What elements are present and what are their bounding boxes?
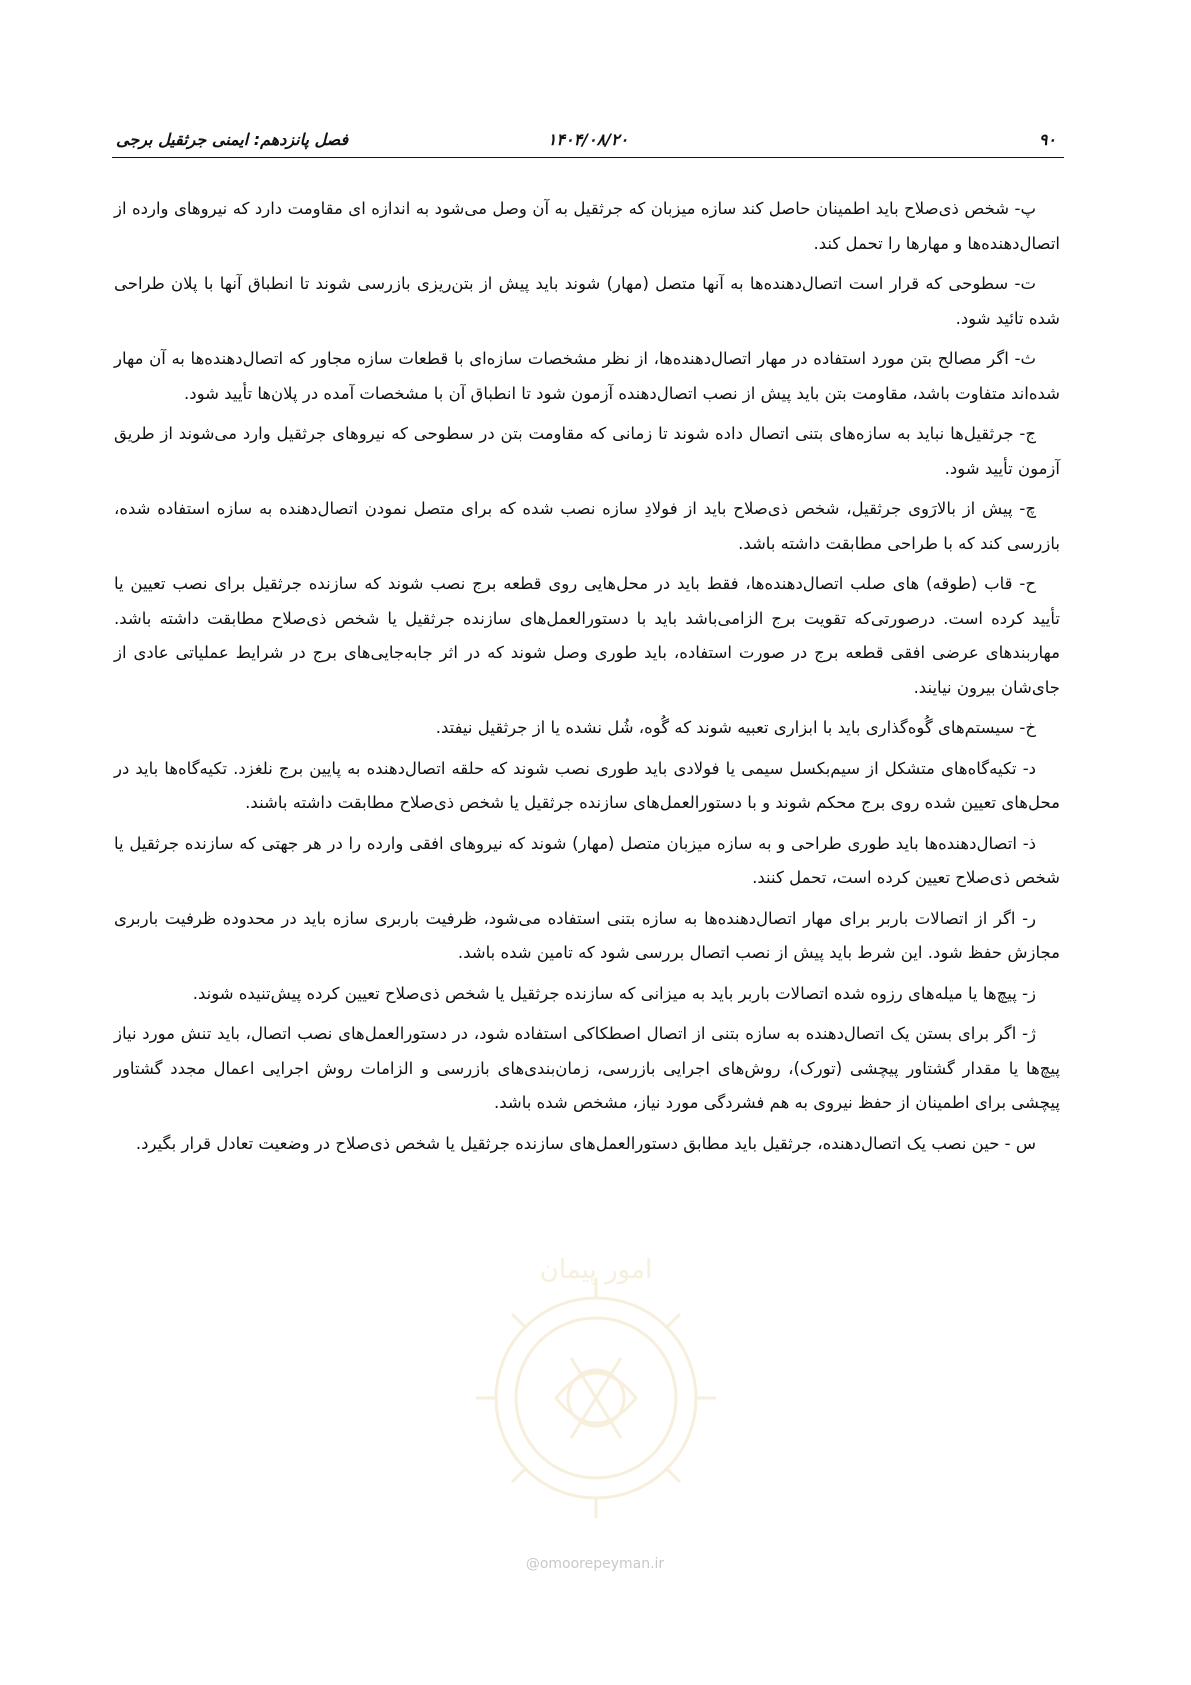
header-divider	[112, 157, 1064, 158]
header-date: ۱۴۰۴/۰۸/۲۰	[547, 130, 629, 149]
watermark-url: @omoorepeyman.ir	[525, 1556, 665, 1572]
paragraph: چ- پیش از بالارَوی جرثقیل، شخص ذی‌صلاح باید از فولادِ سازه نصب شده که برای متصل نمودن اتصال‌دهنده به سازه استفاده شده، بازرسی کند که با طراحی مطابقت داشته باشد.	[114, 499, 1060, 553]
paragraph: ث- اگر مصالح بتن مورد استفاده در مهار اتصال‌دهنده‌ها، از نظر مشخصات سازه‌ای با قطعات سازه مجاور که اتصال‌دهنده‌ها به آن مهار شده‌اند متفاوت باشد، مقاومت بتن باید پیش از نصب اتصال‌دهنده آزمون شود تا انطباق آن با مشخصات آمده در پلان‌ها تأیید شود.	[114, 349, 1060, 403]
paragraph: د- تکیه‌گاه‌های متشکل از سیم‌بکسل سیمی یا فولادی باید طوری نصب شوند که حلقه اتصال‌دهنده به پایین برج نلغزد. تکیه‌گاه‌ها باید در محل‌های تعیین شده روی برج محکم شوند و با دستورالعمل‌های سازنده جرثقیل یا شخص ذی‌صلاح مطابقت داشته باشند.	[114, 758, 1060, 812]
watermark-logo-icon	[476, 1238, 716, 1558]
chapter-title: فصل پانزدهم: ایمنی جرثقیل برجی	[116, 130, 349, 149]
paragraph: س - حین نصب یک اتصال‌دهنده، جرثقیل باید مطابق دستورالعمل‌های سازنده جرثقیل یا شخص ذی‌صلاح در وضعیت تعادل قرار بگیرد.	[135, 1133, 1036, 1153]
document-body	[114, 192, 1060, 1167]
paragraph: پ- شخص ذی‌صلاح باید اطمینان حاصل کند سازه میزبان که جرثقیل به آن وصل می‌شود به اندازه ای مقاومت دارد که نیروهای وارده از اتصال‌دهنده‌ها و مهارها را تحمل کند.	[114, 199, 1060, 253]
paragraph: ت- سطوحی که قرار است اتصال‌دهنده‌ها به آنها متصل (مهار) شوند باید پیش از بتن‌ریزی بازرسی شوند تا انطباق آنها با پلان طراحی شده تائید شود.	[114, 274, 1060, 328]
paragraph: ج- جرثقیل‌ها نباید به سازه‌های بتنی اتصال داده شوند تا زمانی که مقاومت بتن در سطوحی که نیروهای جرثقیل وارد می‌شوند از طریق آزمون تأیید شود.	[114, 424, 1060, 478]
paragraph: خ- سیستم‌های گُوه‌گذاری باید با ابزاری تعبیه شوند که گُوه، شُل نشده یا از جرثقیل نیفتد.	[435, 718, 1036, 737]
paragraph: ح- قاب (طوقه) های صلب اتصال‌دهنده‌ها، فقط باید در محل‌هایی روی قطعه برج نصب شوند که سازنده جرثقیل برای نصب تعیین یا تأیید کرده است. درصورتی‌که تقویت برج الزامی‌باشد باید با دستورالعمل‌های سازنده جرثقیل یا شخص ذی‌صلاح مطابقت داشته باشد. مهاربندهای عرضی افقی قطعه برج در صورت استفاده، باید طوری وصل شوند که در اثر جابه‌جایی‌های برج در شرایط عملیاتی عادی از جای‌شان بیرون نیایند.	[114, 574, 1060, 697]
paragraph: ز- پیچ‌ها یا میله‌های رزوه شده اتصالات باربر باید به میزانی که سازنده جرثقیل یا شخص ذی‌صلاح تعیین کرده پیش‌تنیده شوند.	[192, 983, 1036, 1003]
page-number: ۹۰	[1038, 130, 1056, 149]
page-header	[116, 128, 1060, 154]
paragraph: ذ- اتصال‌دهنده‌ها باید طوری طراحی و به سازه میزبان متصل (مهار) شوند که نیروهای افقی وارده را در هر جهتی که سازنده جرثقیل یا شخص ذی‌صلاح تعیین کرده است، تحمل کنند.	[114, 833, 1060, 887]
svg-text:امور پیمان: امور پیمان	[539, 1255, 653, 1285]
paragraph: ر- اگر از اتصالات باربر برای مهار اتصال‌دهنده‌ها به سازه بتنی استفاده می‌شود، ظرفیت باربری سازه باید در محدوده ظرفیت باربری مجازش حفظ شود. این شرط باید پیش از نصب اتصال بررسی شود که تامین شده باشد.	[114, 908, 1060, 962]
paragraph: ژ- اگر برای بستن یک اتصال‌دهنده به سازه بتنی از اتصال اصطکاکی استفاده شود، در دستورالعمل‌های نصب اتصال، باید تنش مورد نیاز پیچ‌ها یا مقدار گشتاور پیچشی (تورک)، روش‌های اجرایی بازرسی، زمان‌بندی‌های بازرسی و الزامات روش اجرایی اعمال مجدد گشتاور پیچشی برای اطمینان از حفظ نیروی به هم فشردگی مورد نیاز، مشخص شده باشد.	[114, 1024, 1060, 1112]
